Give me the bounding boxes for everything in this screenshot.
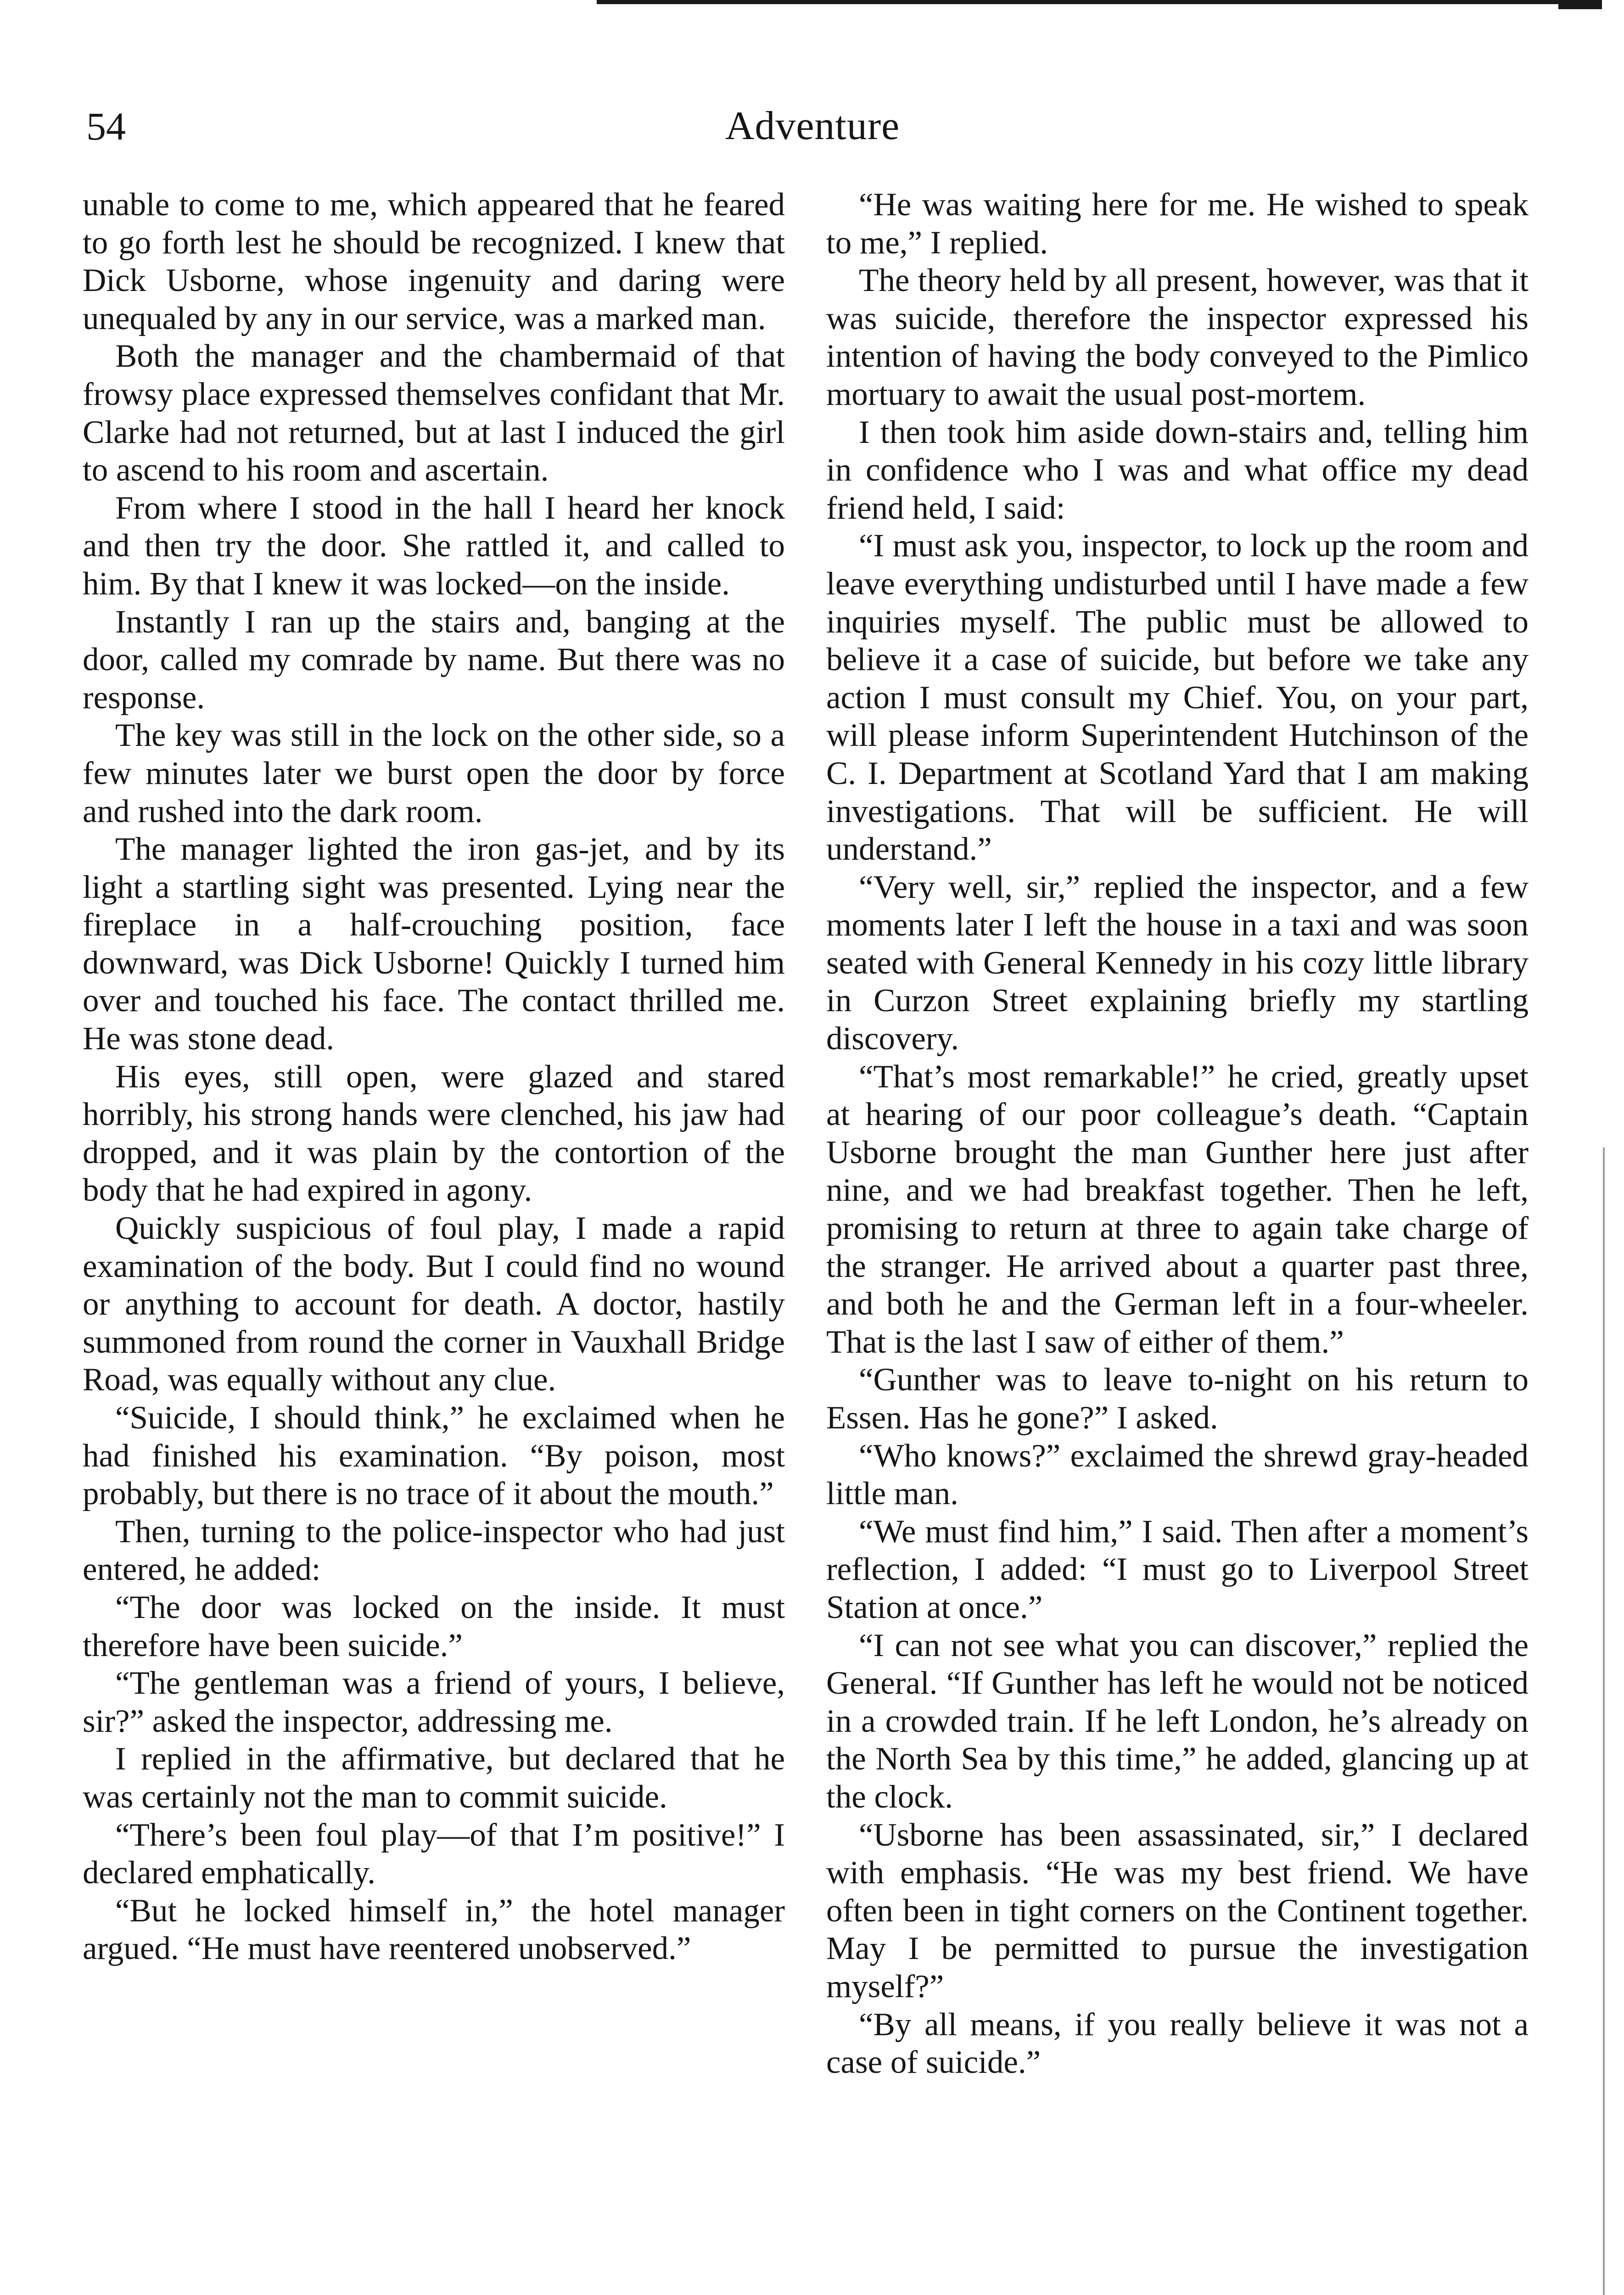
paragraph: “I must ask you, inspector, to lock up the room and leave everything undisturbed until I have made a few inquiries myself. The public must be allowed to believe it a case of suicide, but before we take any action I must consult my Chief. You, on your part, will please inform Superintendent Hutchinson of the C. I. Department at Scotland Yard that I am making investigations. That will be sufficient. He will understand.” — [826, 528, 1529, 868]
paragraph: The theory held by all present, however, was that it was suicide, therefore the inspector expressed his intention of having the body conveyed to the Pimlico mortuary to await the usual post-mortem. — [826, 263, 1529, 412]
paragraph: “We must find him,” I said. Then after a moment’s reflection, I added: “I must go to Liverpool Street Station at once.” — [826, 1513, 1529, 1625]
paragraph: I then took him aside down-stairs and, telling him in confidence who I was and what office my dead friend held, I said: — [826, 414, 1529, 526]
paragraph: Then, turning to the police-inspector who had just entered, he added: — [83, 1513, 785, 1588]
running-head-title: Adventure — [725, 104, 900, 148]
page-edge-rule — [1603, 1148, 1605, 2295]
paragraph: His eyes, still open, were glazed and stared horribly, his strong hands were clenched, his jaw had dropped, and it was plain by the contortion of the body that he had expired in agony. — [83, 1058, 785, 1209]
paragraph: “I can not see what you can discover,” replied the General. “If Gunther has left he would not be noticed in a crowded train. If he left London, he’s already on the North Sea by this time,” he added, glancing up at the clock. — [826, 1627, 1529, 1815]
paragraph: “He was waiting here for me. He wished to speak to me,” I replied. — [826, 187, 1529, 261]
paragraph: I replied in the affirmative, but declared that he was certainly not the man to commit suicide. — [83, 1741, 785, 1815]
right-text-column — [826, 186, 1529, 2082]
page-header — [78, 92, 1547, 161]
paragraph: “The gentleman was a friend of yours, I believe, sir?” asked the inspector, addressing me. — [83, 1665, 785, 1739]
paragraph: “The door was locked on the inside. It must therefore have been suicide.” — [83, 1589, 785, 1663]
paragraph: From where I stood in the hall I heard her knock and then try the door. She rattled it, and called to him. By that I knew it was locked—on the inside. — [83, 490, 785, 602]
paragraph: “Who knows?” exclaimed the shrewd gray-headed little man. — [826, 1438, 1529, 1512]
paragraph: “There’s been foul play—of that I’m positive!” I declared emphatically. — [83, 1817, 785, 1891]
paragraph: “By all means, if you really believe it was not a case of suicide.” — [826, 2006, 1529, 2081]
top-corner-mark — [1558, 0, 1602, 9]
paragraph: Instantly I ran up the stairs and, banging at the door, called my comrade by name. But there was no response. — [83, 604, 785, 716]
paragraph: The manager lighted the iron gas-jet, and by its light a startling sight was presented. Lying near the fireplace in a half-crouching position, face downward, was Dick Usborne! Quickly I turned him over and touched his face. The contact thrilled me. He was stone dead. — [83, 831, 785, 1057]
paragraph: “That’s most remarkable!” he cried, greatly upset at hearing of our poor colleague’s death. “Captain Usborne brought the man Gunther here just after nine, and we had breakfast together. Then he left, promising to return at three to again take charge of the stranger. He arrived about a quarter past three, and both he and the German left in a four-wheeler. That is the last I saw of either of them.” — [826, 1058, 1529, 1360]
top-border-rule — [597, 0, 1579, 4]
paragraph: “Gunther was to leave to-night on his return to Essen. Has he gone?” I asked. — [826, 1362, 1529, 1436]
left-text-column — [83, 186, 785, 1968]
paragraph: “Suicide, I should think,” he exclaimed when he had finished his examination. “By poison, most probably, but there is no trace of it about the mouth.” — [83, 1400, 785, 1512]
paragraph: unable to come to me, which appeared that he feared to go forth lest he should be recognized. I knew that Dick Usborne, whose ingenuity and daring were unequaled by any in our service, was a marked man. — [83, 187, 785, 336]
paragraph: “But he locked himself in,” the hotel manager argued. “He must have reentered unobserved.” — [83, 1892, 785, 1967]
page-number: 54 — [86, 104, 126, 148]
paragraph: “Usborne has been assassinated, sir,” I declared with emphasis. “He was my best friend. We have often been in tight corners on the Continent together. May I be permitted to pursue the investigation myself?” — [826, 1817, 1529, 2004]
paragraph: The key was still in the lock on the other side, so a few minutes later we burst open the door by force and rushed into the dark room. — [83, 717, 785, 829]
paragraph: Both the manager and the chambermaid of that frowsy place expressed themselves confidant that Mr. Clarke had not returned, but at last I induced the girl to ascend to his room and ascertain. — [83, 338, 785, 488]
paragraph: “Very well, sir,” replied the inspector, and a few moments later I left the house in a taxi and was soon seated with General Kennedy in his cozy little library in Curzon Street explaining briefly my startling discovery. — [826, 869, 1529, 1057]
paragraph: Quickly suspicious of foul play, I made a rapid examination of the body. But I could find no wound or anything to account for death. A doctor, hastily summoned from round the corner in Vauxhall Bridge Road, was equally without any clue. — [83, 1210, 785, 1398]
